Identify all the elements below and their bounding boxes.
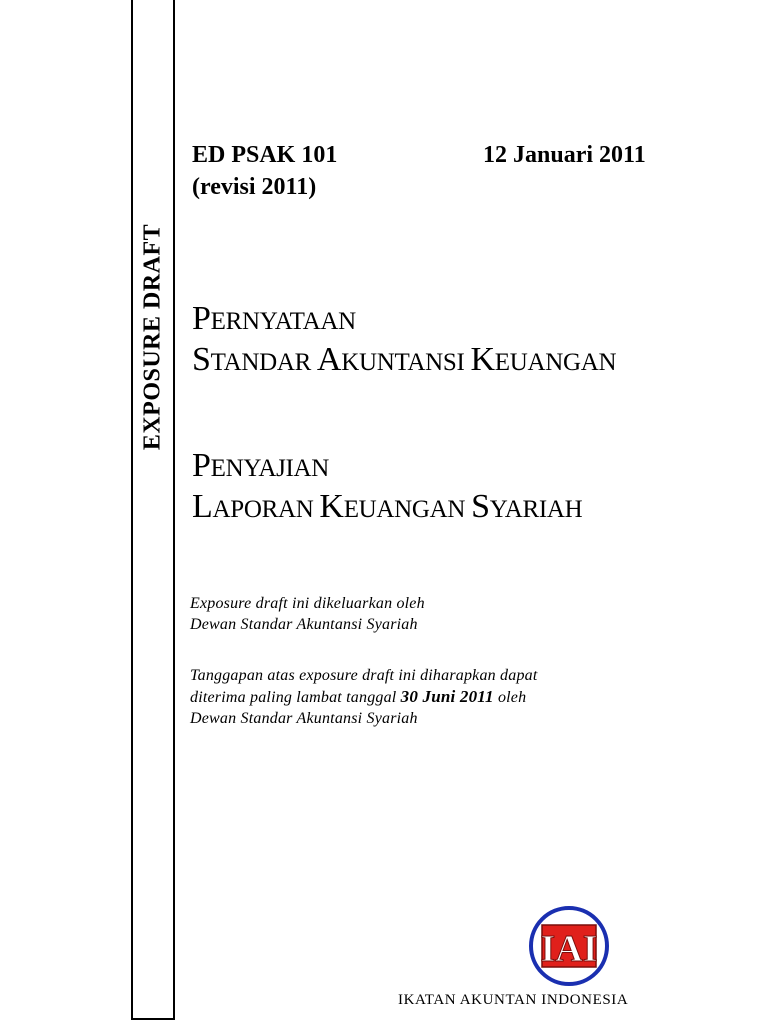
standard-title-line-2: [192, 341, 616, 382]
sidebar-frame: [131, 0, 175, 1020]
title-word: EUANGAN: [343, 496, 472, 523]
title-initial: P: [192, 447, 211, 484]
title-initial: L: [192, 488, 213, 525]
document-date: 12 Januari 2011: [483, 142, 646, 168]
title-initial: A: [316, 341, 342, 378]
response-note-text: oleh: [493, 689, 527, 706]
document-code: ED PSAK 101: [192, 142, 338, 168]
response-note-line-3: Dewan Standar Akuntansi Syariah: [190, 710, 418, 727]
response-note-text: diterima paling lambat tanggal: [190, 689, 401, 706]
subject-title-line-1: [192, 447, 582, 488]
subject-title-line-2: [192, 488, 582, 529]
title-word: TANDAR: [210, 349, 317, 376]
title-word: ENYAJIAN: [210, 455, 330, 482]
organization-name: IKATAN AKUNTAN INDONESIA: [398, 992, 629, 1008]
title-word: ERNYATAAN: [210, 308, 356, 335]
title-word: APORAN: [212, 496, 320, 523]
title-initial: S: [192, 341, 211, 378]
response-note: [190, 665, 538, 729]
standard-title: [192, 300, 616, 382]
document-revision: (revisi 2011): [192, 174, 317, 200]
response-note-line-2: [190, 686, 538, 708]
document-code-block: [192, 139, 337, 203]
iai-logo-icon: [528, 905, 610, 987]
title-initial: K: [470, 341, 495, 378]
title-initial: S: [471, 488, 490, 525]
subject-title: [192, 447, 582, 529]
title-word: KUNTANSI: [341, 349, 471, 376]
issuer-note-line-2: Dewan Standar Akuntansi Syariah: [190, 616, 418, 633]
title-word: EUANGAN: [494, 349, 617, 376]
title-word: YARIAH: [489, 496, 583, 523]
exposure-draft-label: EXPOSURE DRAFT: [139, 223, 166, 451]
response-note-line-1: Tanggapan atas exposure draft ini diharapkan dapat: [190, 667, 538, 684]
logo-lettering: IAI: [540, 928, 598, 970]
standard-title-line-1: [192, 300, 616, 341]
title-initial: K: [319, 488, 344, 525]
response-deadline: 30 Juni 2011: [400, 687, 494, 706]
issuer-note-line-1: Exposure draft ini dikeluarkan oleh: [190, 595, 425, 612]
title-initial: P: [192, 300, 211, 337]
issuer-note: [190, 593, 425, 635]
